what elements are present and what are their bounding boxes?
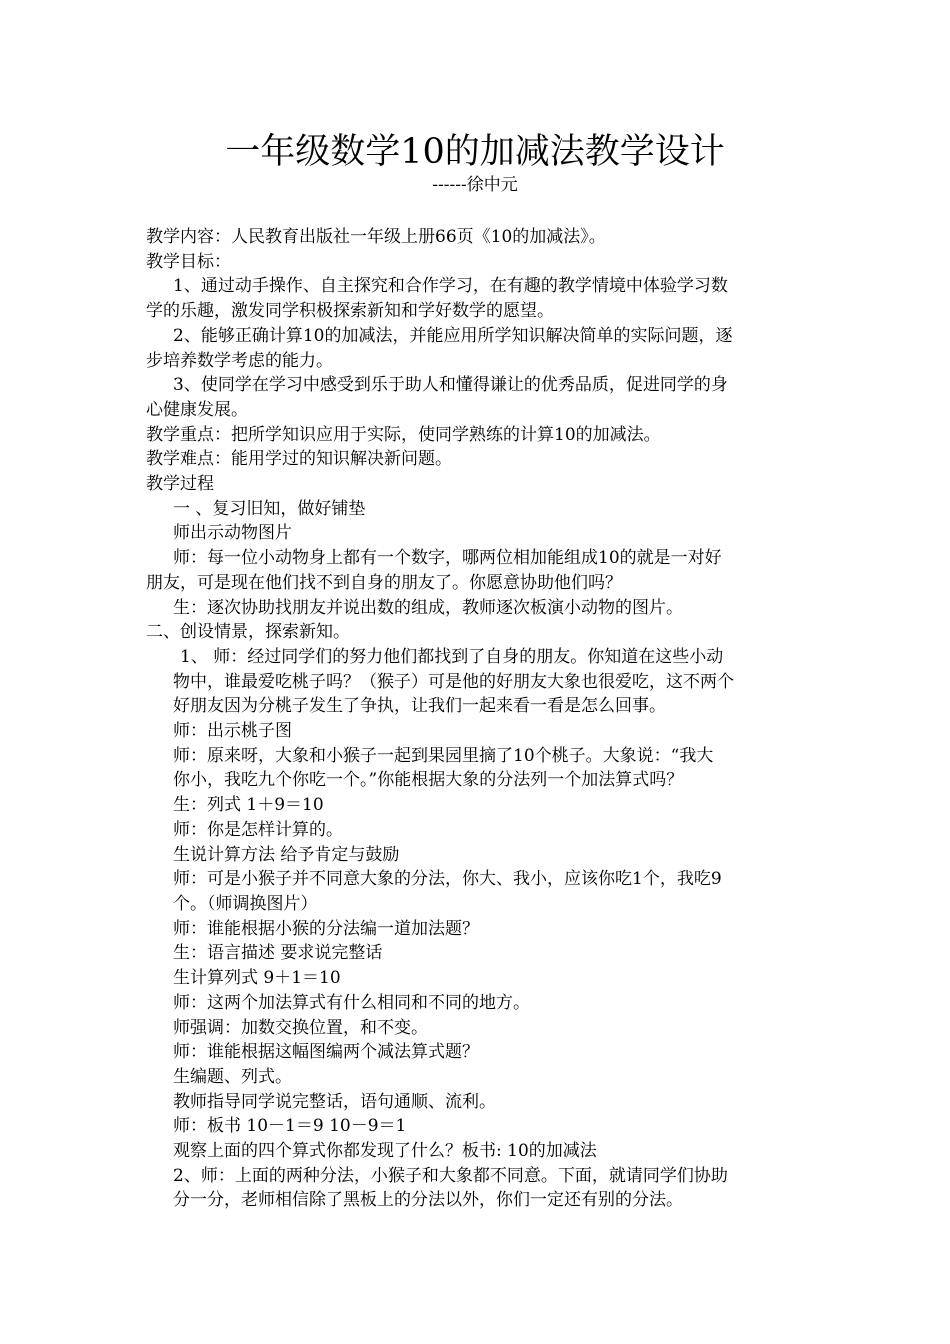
paragraph-line: 一 、复习旧知，做好铺垫: [173, 498, 366, 519]
paragraph-line: 心健康发展。: [146, 399, 248, 420]
document-author: ------徐中元: [432, 175, 518, 195]
paragraph-line: 3、使同学在学习中感受到乐于助人和懂得谦让的优秀品质，促进同学的身: [173, 375, 728, 396]
paragraph-line: 师：这两个加法算式有什么相同和不同的地方。: [173, 992, 530, 1013]
paragraph-line: 教学难点：能用学过的知识解决新问题。: [146, 449, 452, 470]
paragraph-line: 生：列式 1＋9＝10: [173, 795, 324, 816]
paragraph-line: 步培养数学考虑的能力。: [146, 350, 333, 371]
paragraph-line: 生计算列式 9＋1＝10: [173, 968, 341, 989]
paragraph-line: 1、 师：经过同学们的努力他们都找到了自身的朋友。你知道在这些小动: [180, 646, 724, 667]
paragraph-line: 你小，我吃九个你吃一个。”你能根据大象的分法列一个加法算式吗？: [173, 770, 684, 791]
paragraph-line: 师：谁能根据小猴的分法编一道加法题？: [173, 918, 479, 939]
paragraph-line: 教学重点：把所学知识应用于实际，使同学熟练的计算10的加减法。: [146, 424, 661, 445]
paragraph-line: 师：你是怎样计算的。: [173, 819, 343, 840]
paragraph-line: 师出示动物图片: [173, 523, 292, 544]
paragraph-line: 教学内容：人民教育出版社一年级上册66页《10的加减法》。: [146, 227, 606, 247]
paragraph-line: 师：原来呀，大象和小猴子一起到果园里摘了10个桃子。大象说：“我大: [173, 745, 714, 766]
paragraph-line: 师：可是小猴子并不同意大象的分法，你大、我小，应该你吃1个，我吃9: [173, 869, 722, 890]
paragraph-line: 教师指导同学说完整话，语句通顺、流利。: [173, 1091, 496, 1112]
paragraph-line: 朋友，可是现在他们找不到自身的朋友了。你愿意协助他们吗？: [146, 572, 622, 593]
paragraph-line: 1、通过动手操作、自主探究和合作学习，在有趣的教学情境中体验学习数: [173, 276, 728, 297]
paragraph-line: 生：语言描述 要求说完整话: [173, 943, 383, 964]
paragraph-line: 分一分，老师相信除了黑板上的分法以外，你们一定还有别的分法。: [173, 1190, 683, 1211]
paragraph-line: 学的乐趣，激发同学积极探索新知和学好数学的愿望。: [146, 301, 554, 322]
paragraph-line: 2、师：上面的两种分法，小猴子和大象都不同意。下面，就请同学们协助: [173, 1165, 728, 1186]
paragraph-line: 生说计算方法 给予肯定与鼓励: [173, 844, 400, 865]
paragraph-line: 好朋友因为分桃子发生了争执，让我们一起来看一看是怎么回事。: [173, 696, 666, 717]
paragraph-line: 物中，谁最爱吃桃子吗？（猴子）可是他的好朋友大象也很爱吃，这不两个: [173, 671, 734, 692]
paragraph-line: 观察上面的四个算式你都发现了什么？板书: 10的加减法: [173, 1141, 597, 1162]
paragraph-line: 生编题、列式。: [173, 1066, 292, 1087]
paragraph-line: 师：谁能根据这幅图编两个减法算式题？: [173, 1042, 479, 1063]
document-body: [146, 225, 812, 1213]
paragraph-line: 生：逐次协助找朋友并说出数的组成，教师逐次板演小动物的图片。: [173, 597, 683, 618]
section-heading: 二、创设情景，探索新知。: [146, 622, 350, 643]
document-title: 一年级数学10的加减法教学设计: [225, 132, 725, 172]
paragraph-line: 2、能够正确计算10的加减法，并能应用所学知识解决简单的实际问题，逐: [173, 325, 733, 346]
section-heading: 教学过程: [146, 474, 214, 495]
paragraph-line: 教学目标：: [146, 251, 231, 272]
paragraph-line: 师：出示桃子图: [173, 721, 292, 742]
paragraph-line: 个。（师调换图片）: [173, 893, 318, 914]
paragraph-line: 师强调：加数交换位置，和不变。: [173, 1017, 428, 1038]
paragraph-line: 师：板书 10－1＝9 10－9＝1: [173, 1116, 407, 1137]
paragraph-line: 师：每一位小动物身上都有一个数字，哪两位相加能组成10的就是一对好: [173, 548, 722, 569]
